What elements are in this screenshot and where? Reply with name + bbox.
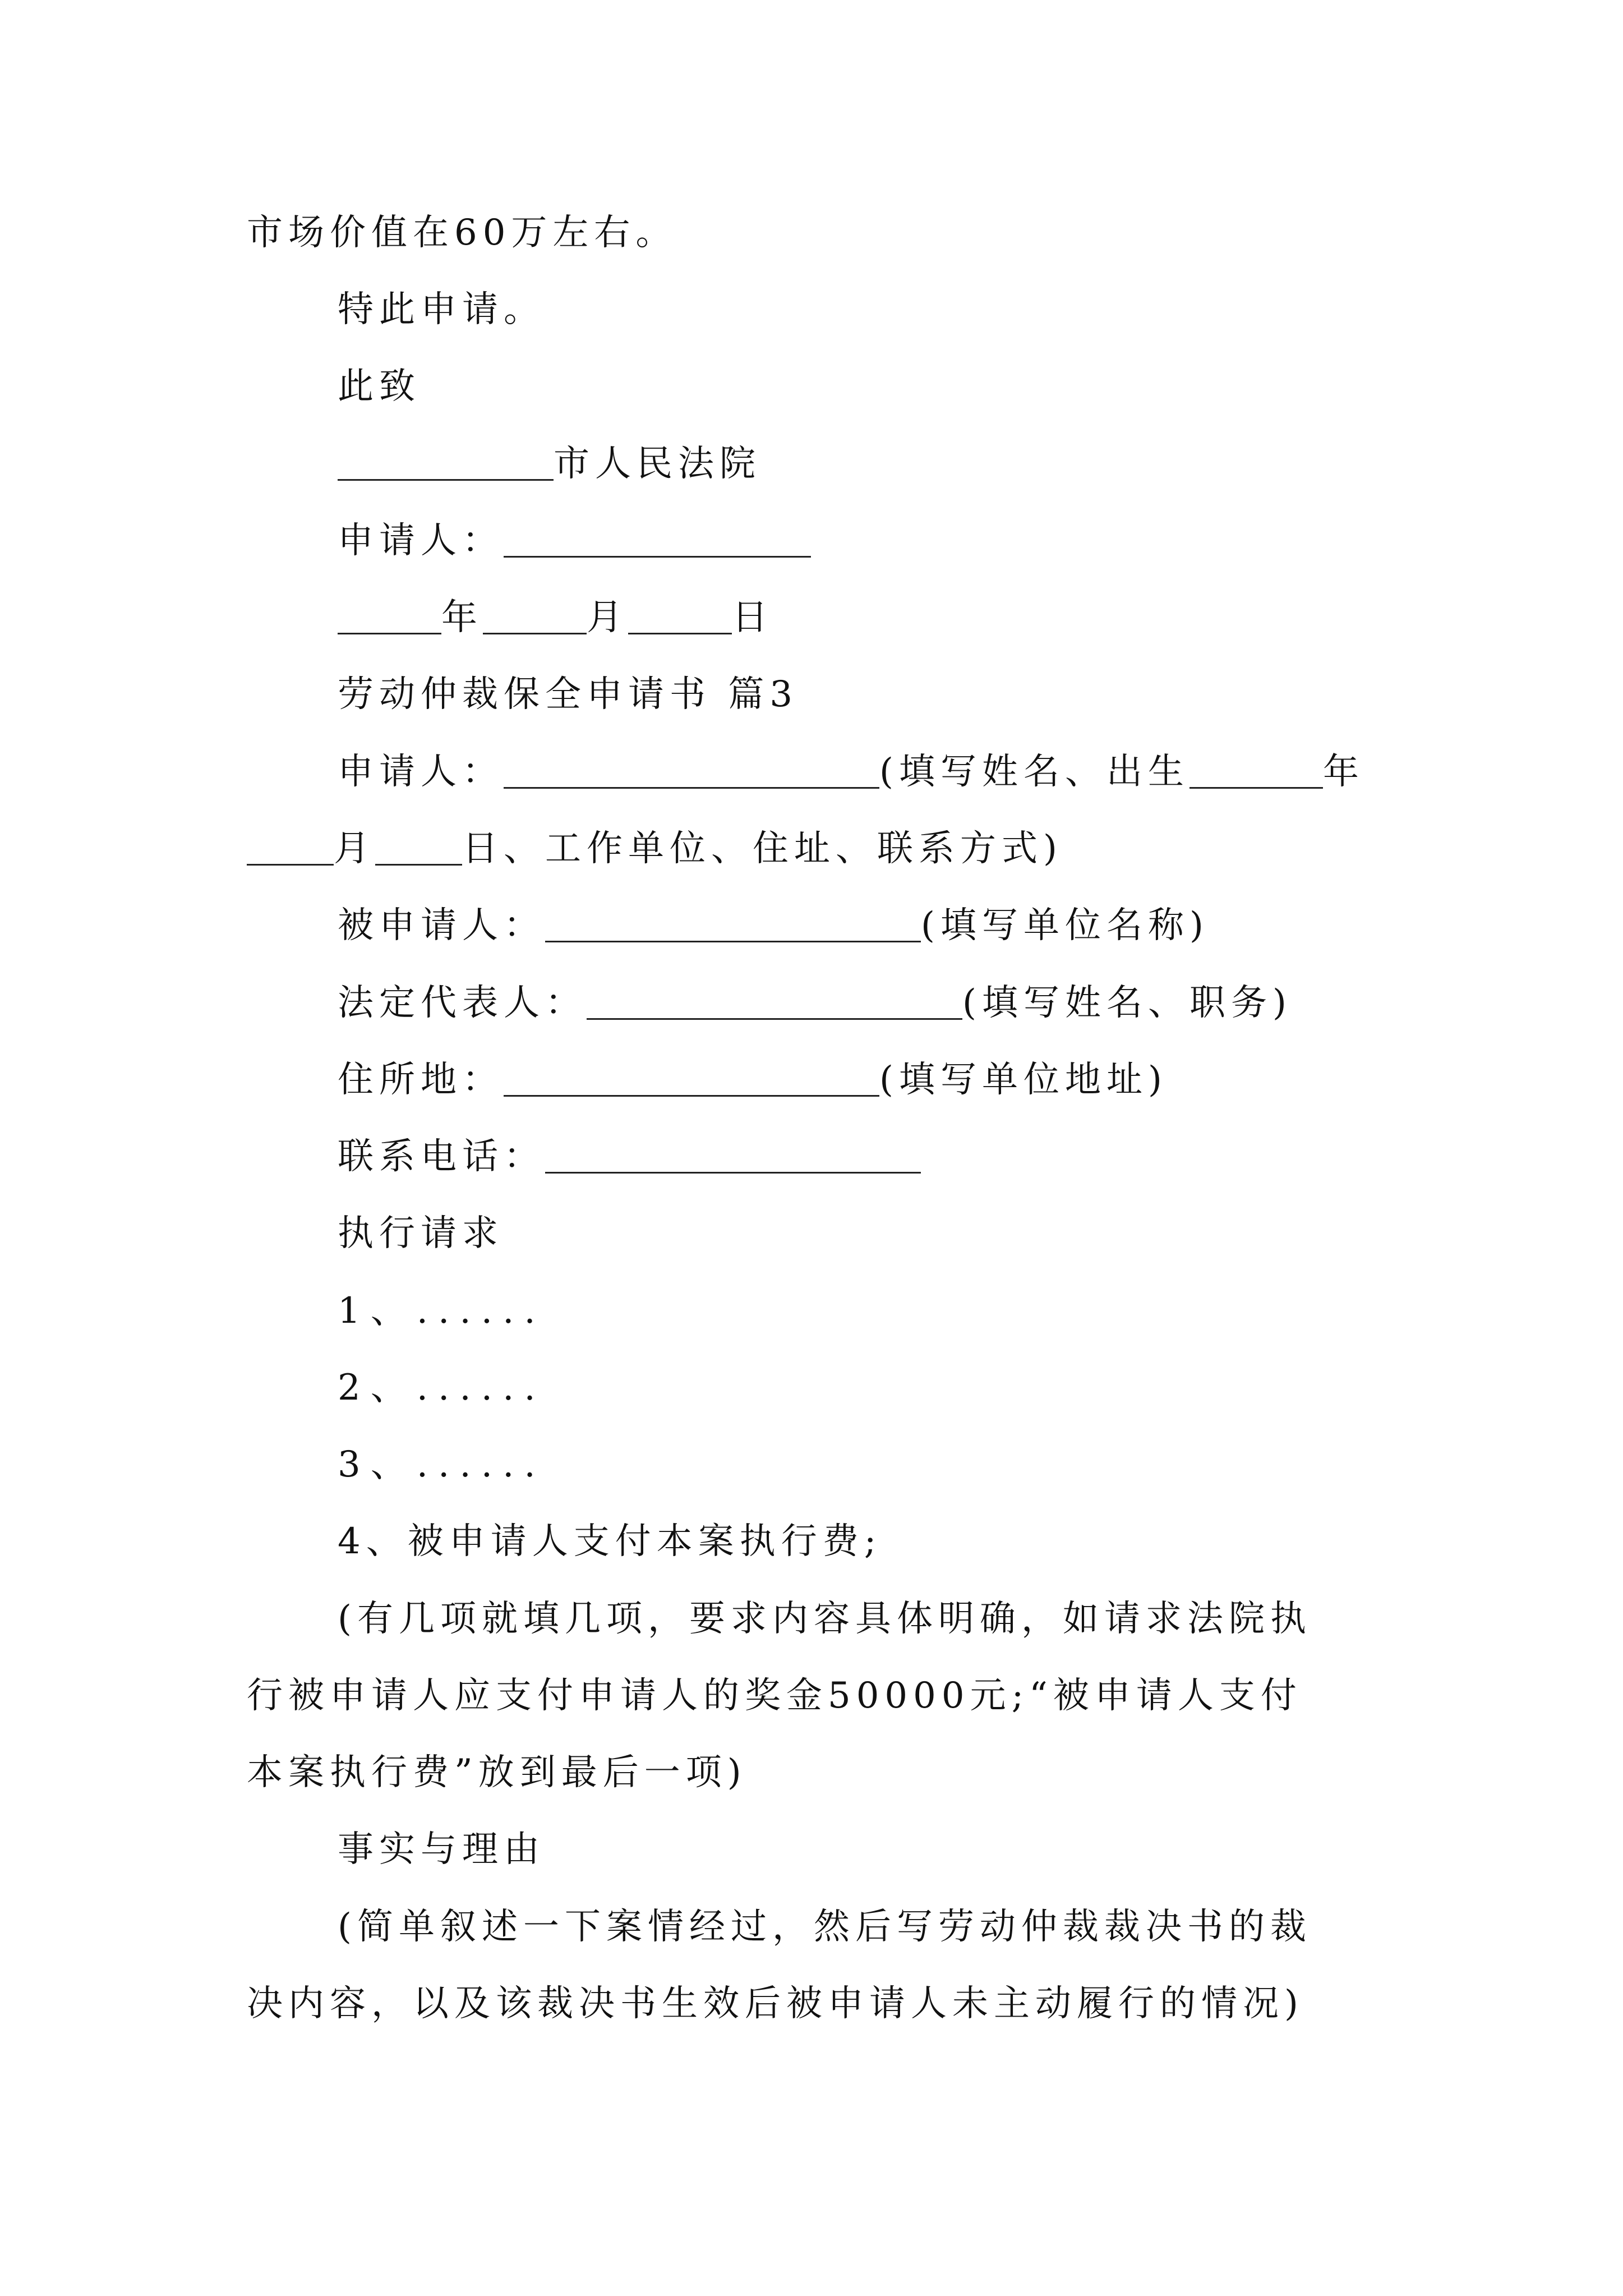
instruction-paragraph-line-1 xyxy=(338,1596,1312,1641)
request-item-3 xyxy=(338,1442,546,1487)
birth-day-blank xyxy=(375,826,462,871)
list-item: 2、...... xyxy=(338,1367,546,1409)
applicant-signature-line xyxy=(338,518,811,563)
paragraph-closing-request xyxy=(338,287,545,332)
paragraph-text: (简单叙述一下案情经过，然后写劳动仲裁裁决书的裁 xyxy=(338,1906,1312,1948)
list-item: 4、被申请人支付本案执行费; xyxy=(338,1521,882,1562)
year-blank xyxy=(338,595,441,640)
paragraph-text: 行被申请人应支付申请人的奖金50000元;“被申请人支付 xyxy=(247,1675,1302,1717)
legal-representative-blank xyxy=(587,981,962,1025)
facts-and-reasons-heading xyxy=(338,1827,545,1872)
applicant-note: (填写姓名、出生 xyxy=(879,751,1189,793)
court-suffix: 市人民法院 xyxy=(554,443,761,485)
applicant-label: 申请人： xyxy=(338,751,504,793)
birth-month-blank xyxy=(247,826,334,871)
paragraph-text: 此致 xyxy=(338,366,421,407)
applicant-info-continuation xyxy=(247,826,1063,871)
court-name-blank xyxy=(338,441,554,486)
respondent-note: (填写单位名称) xyxy=(921,905,1209,946)
instruction-paragraph-line-2 xyxy=(247,1673,1302,1718)
request-item-4 xyxy=(338,1519,882,1564)
applicant-info-line xyxy=(338,749,1364,794)
legal-representative-note: (填写姓名、职务) xyxy=(962,982,1292,1024)
paragraph-market-value xyxy=(247,210,677,255)
execution-requests-heading xyxy=(338,1211,504,1256)
applicant-label: 申请人： xyxy=(338,520,504,562)
paragraph-text: 市场价值在60万左右。 xyxy=(247,212,677,254)
list-item: 1、...... xyxy=(338,1290,546,1332)
request-item-1 xyxy=(338,1289,546,1333)
section-title: 劳动仲裁保全申请书 篇3 xyxy=(338,674,799,715)
phone-label: 联系电话： xyxy=(338,1136,545,1177)
court-line xyxy=(338,441,761,486)
applicant-name-blank xyxy=(504,749,879,794)
paragraph-text: 特此申请。 xyxy=(338,289,545,330)
legal-representative-line xyxy=(338,981,1292,1025)
legal-representative-label: 法定代表人： xyxy=(338,982,587,1024)
year-label: 年 xyxy=(441,597,483,638)
address-blank xyxy=(504,1057,879,1102)
request-item-2 xyxy=(338,1365,546,1410)
paragraph-text: 本案执行费”放到最后一项) xyxy=(247,1752,747,1793)
respondent-blank xyxy=(545,903,921,948)
address-line xyxy=(338,1057,1168,1102)
applicant-signature-blank xyxy=(504,518,811,563)
birth-year-label: 年 xyxy=(1322,751,1364,793)
applicant-note-continued: 日、工作单位、住址、联系方式) xyxy=(462,828,1063,869)
phone-line xyxy=(338,1134,921,1179)
respondent-line xyxy=(338,903,1209,948)
address-label: 住所地： xyxy=(338,1059,504,1101)
paragraph-salutation xyxy=(338,364,421,409)
day-label: 日 xyxy=(732,597,773,638)
heading-text: 事实与理由 xyxy=(338,1829,545,1870)
birth-year-blank xyxy=(1189,749,1323,794)
address-note: (填写单位地址) xyxy=(879,1059,1168,1101)
birth-month-label: 月 xyxy=(334,828,375,869)
heading-text: 执行请求 xyxy=(338,1213,504,1254)
phone-blank xyxy=(545,1134,921,1179)
date-line xyxy=(338,595,773,640)
day-blank xyxy=(628,595,732,640)
respondent-label: 被申请人： xyxy=(338,905,545,946)
list-item: 3、...... xyxy=(338,1444,546,1485)
month-label: 月 xyxy=(587,597,628,638)
paragraph-text: (有几项就填几项，要求内容具体明确，如请求法院执 xyxy=(338,1598,1312,1640)
paragraph-text: 决内容，以及该裁决书生效后被申请人未主动履行的情况) xyxy=(247,1983,1304,2024)
section-heading xyxy=(338,672,798,717)
facts-paragraph-line-1 xyxy=(338,1904,1312,1949)
month-blank xyxy=(483,595,587,640)
facts-paragraph-line-2 xyxy=(247,1981,1304,2026)
instruction-paragraph-line-3 xyxy=(247,1750,747,1795)
